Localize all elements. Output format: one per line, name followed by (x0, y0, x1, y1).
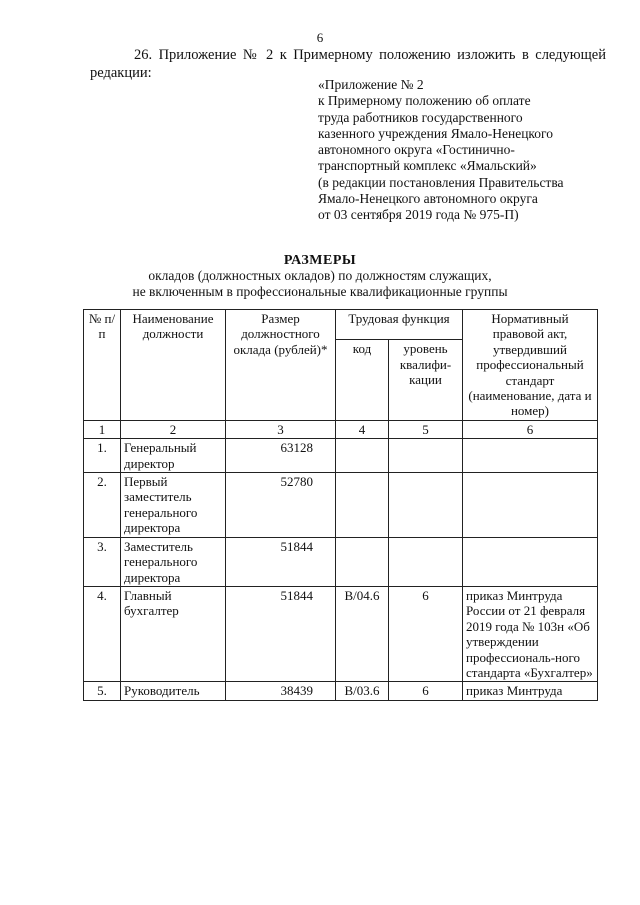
cell-position: Первый заместитель генерального директора (121, 473, 226, 538)
table-header-row (84, 310, 598, 340)
column-number: 5 (389, 420, 463, 438)
table-row (84, 473, 598, 538)
cell-num: 5. (84, 682, 121, 700)
appendix-line: к Примерному положению об оплате (318, 93, 531, 109)
cell-level: 6 (389, 682, 463, 700)
header-labor-function: Трудовая функция (336, 310, 463, 340)
cell-act: приказ Минтруда (463, 682, 598, 700)
cell-salary: 51844 (226, 586, 336, 681)
header-num: № п/п (84, 310, 121, 421)
cell-position: Генеральный директор (121, 439, 226, 473)
cell-num: 1. (84, 439, 121, 473)
table-row (84, 439, 598, 473)
cell-code: B/03.6 (336, 682, 389, 700)
cell-code: B/04.6 (336, 586, 389, 681)
cell-act: приказ Минтруда России от 21 февраля 2019 года № 103н «Об утверждении профессиональ-ного стандарта «Бухгалтер» (463, 586, 598, 681)
cell-salary: 51844 (226, 537, 336, 586)
cell-level: 6 (389, 586, 463, 681)
header-position: Наименование должности (121, 310, 226, 421)
appendix-line: труда работников государственного (318, 109, 523, 125)
cell-num: 4. (84, 586, 121, 681)
column-number: 4 (336, 420, 389, 438)
cell-level (389, 537, 463, 586)
cell-level (389, 439, 463, 473)
appendix-line: казенного учреждения Ямало-Ненецкого (318, 125, 554, 141)
table-row (84, 586, 598, 681)
column-numbers-row (84, 420, 598, 438)
paragraph-line-1: 26. Приложение № 2 к Примерному положению изложить в следующей (134, 47, 606, 63)
page-number: 6 (316, 30, 324, 45)
column-number: 6 (463, 420, 598, 438)
cell-act (463, 439, 598, 473)
cell-num: 3. (84, 537, 121, 586)
cell-act (463, 537, 598, 586)
cell-position: Заместитель генерального директора (121, 537, 226, 586)
table-row (84, 537, 598, 586)
paragraph-line-2: редакции: (90, 65, 152, 81)
table-row (84, 682, 598, 700)
column-number: 1 (84, 420, 121, 438)
header-code: код (336, 340, 389, 421)
subheading-line-1: окладов (должностных окладов) по должностям служащих, (148, 268, 492, 283)
header-level: уровень квалифи-кации (389, 340, 463, 421)
appendix-line: (в редакции постановления Правительства (318, 174, 564, 190)
cell-level (389, 473, 463, 538)
document-subheading (0, 268, 640, 300)
cell-num: 2. (84, 473, 121, 538)
cell-code (336, 537, 389, 586)
salary-table (83, 309, 598, 701)
cell-salary: 63128 (226, 439, 336, 473)
appendix-line: транспортный комплекс «Ямальский» (318, 158, 537, 174)
appendix-header (318, 77, 618, 224)
appendix-line: автономного округа «Гостинично- (318, 142, 515, 158)
cell-position: Руководитель (121, 682, 226, 700)
cell-position: Главный бухгалтер (121, 586, 226, 681)
appendix-line: от 03 сентября 2019 года № 975-П) (318, 207, 519, 223)
subheading-line-2: не включенным в профессиональные квалификационные группы (132, 284, 508, 299)
column-number: 2 (121, 420, 226, 438)
appendix-line: «Приложение № 2 (318, 77, 424, 92)
appendix-line: Ямало-Ненецкого автономного округа (318, 191, 538, 207)
header-act: Нормативный правовой акт, утвердивший профессиональный стандарт (наименование, дата и номер) (463, 310, 598, 421)
cell-salary: 52780 (226, 473, 336, 538)
cell-salary: 38439 (226, 682, 336, 700)
column-number: 3 (226, 420, 336, 438)
cell-act (463, 473, 598, 538)
cell-code (336, 473, 389, 538)
cell-code (336, 439, 389, 473)
document-heading: РАЗМЕРЫ (283, 253, 357, 268)
header-salary: Размер должностного оклада (рублей)* (226, 310, 336, 421)
